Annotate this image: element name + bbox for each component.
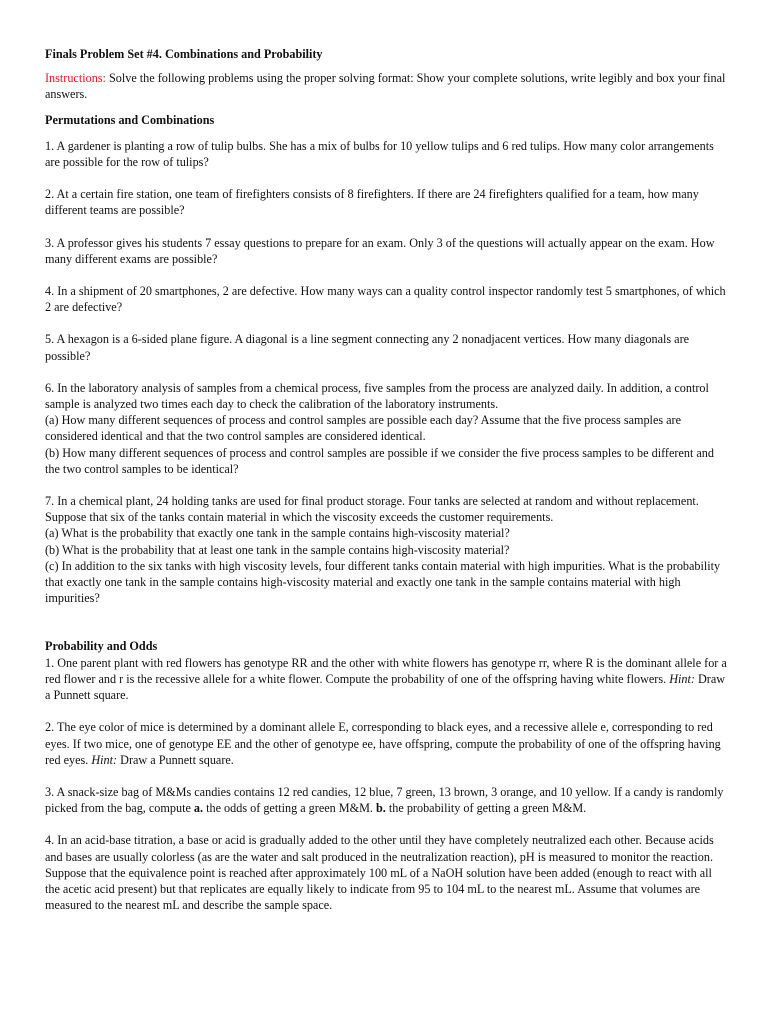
part-b-label: b. <box>376 801 386 816</box>
probability-problem-2 <box>45 719 728 768</box>
problem-text: 2. At a certain fire station, one team of firefighters consists of 8 firefighters. If there are 24 firefighters qualified for a team, how many different teams are possible? <box>45 187 699 218</box>
part-b-text: the probability of getting a green M&M. <box>385 801 587 816</box>
problem-body: 2. The eye color of mice is determined by a dominant allele E, corresponding to black eyes, and a recessive allele e, corresponding to red eyes. If two mice, one of genotype EE and the other of genotype ee, have offspring, compute the probability of one of the offspring having red eyes. <box>45 720 721 767</box>
problem-part-b: (b) What is the probability that at least one tank in the sample contains high-viscosity material? <box>45 542 510 557</box>
problem-body: 3. A snack-size bag of M&Ms candies contains 12 red candies, 12 blue, 7 green, 13 brown, 3 orange, and 10 yellow. If a candy is randomly picked from the bag, compute <box>45 784 724 816</box>
part-a-text: the odds of getting a green M&M. <box>203 801 377 816</box>
problem-part-a: (a) How many different sequences of process and control samples are possible each day? Assume that the five process samples are considered identical and that the two control samples are considered identical. <box>45 413 682 444</box>
hint-label: Hint: <box>91 752 118 767</box>
problem-text: 3. A professor gives his students 7 essay questions to prepare for an exam. Only 3 of the questions will actually appear on the exam. How many different exams are possible? <box>45 235 715 266</box>
problem-stem: 7. In a chemical plant, 24 holding tanks are used for final product storage. Four tanks are selected at random and without replacement. Suppose that six of the tanks contain material in which the viscosity exceeds the customer requirements. <box>45 494 699 525</box>
problem-1 <box>45 138 728 170</box>
problem-text: 1. A gardener is planting a row of tulip bulbs. She has a mix of bulbs for 10 yellow tulips and 6 red tulips. How many color arrangements are possible for the row of tulips? <box>45 138 714 170</box>
probability-problem-4 <box>45 832 728 913</box>
hint-text: Draw a Punnett square. <box>117 752 234 767</box>
instructions-label: Instructions: <box>45 71 106 86</box>
document-title: Finals Problem Set #4. Combinations and Probability <box>45 47 323 61</box>
problem-7 <box>45 493 728 606</box>
problem-text <box>45 655 728 704</box>
section-heading-permutations: Permutations and Combinations <box>45 112 215 127</box>
problem-part-a: (a) What is the probability that exactly one tank in the sample contains high-viscosity material? <box>45 526 510 541</box>
problem-body: 1. One parent plant with red flowers has genotype RR and the other with white flowers has genotype rr, where R is the dominant allele for a red flower and r is the recessive allele for a white flower. Compute the probability of one of the offspring having white flowers. <box>45 655 727 686</box>
problem-6 <box>45 380 728 477</box>
problem-text: 4. In a shipment of 20 smartphones, 2 are defective. How many ways can a quality control inspector randomly test 5 smartphones, of which 2 are defective? <box>45 284 726 315</box>
problem-text <box>45 784 728 816</box>
instructions <box>45 70 728 102</box>
part-a-label: a. <box>193 801 204 816</box>
section-heading-probability: Probability and Odds <box>45 639 158 654</box>
problem-text <box>45 719 728 768</box>
hint-label: Hint: <box>669 671 695 686</box>
problem-text: 5. A hexagon is a 6-sided plane figure. A diagonal is a line segment connecting any 2 nonadjacent vertices. How many diagonals are possible? <box>45 332 690 363</box>
problem-part-c: (c) In addition to the six tanks with high viscosity levels, four different tanks contain material with high impurities. What is the probability that exactly one tank in the sample contains high-viscosity material and exactly one tank in the sample contains material with high impurities? <box>45 558 721 606</box>
probability-problem-1 <box>45 655 728 704</box>
problem-3 <box>45 235 728 267</box>
instructions-text: Solve the following problems using the proper solving format: Show your complete solutions, write legibly and box your final answers. <box>45 71 726 102</box>
problem-part-b: (b) How many different sequences of process and control samples are possible if we consider the five process samples to be different and the two control samples to be identical? <box>45 445 714 476</box>
probability-problem-3 <box>45 784 728 816</box>
problem-5 <box>45 331 728 363</box>
problem-2 <box>45 186 728 218</box>
problem-4 <box>45 283 728 315</box>
problem-stem: 6. In the laboratory analysis of samples from a chemical process, five samples from the process are analyzed daily. In addition, a control sample is analyzed two times each day to check the calibration of the laboratory instruments. <box>45 380 709 412</box>
hint-text: Draw a Punnett square. <box>45 671 726 703</box>
problem-text: 4. In an acid-base titration, a base or acid is gradually added to the other until they have completely neutralized each other. Because acids and bases are usually colorless (as are the water and salt produced in the neutralization reaction), pH is measured to monitor the reaction. Suppose that the equivalence point is reached after approximately 100 mL of a NaOH solution have been added (enough to react with all the acetic acid present) but that replicates are equally likely to indicate from 95 to 104 mL to the nearest mL. Assume that volumes are measured to the nearest mL and describe the sample space. <box>45 833 714 913</box>
